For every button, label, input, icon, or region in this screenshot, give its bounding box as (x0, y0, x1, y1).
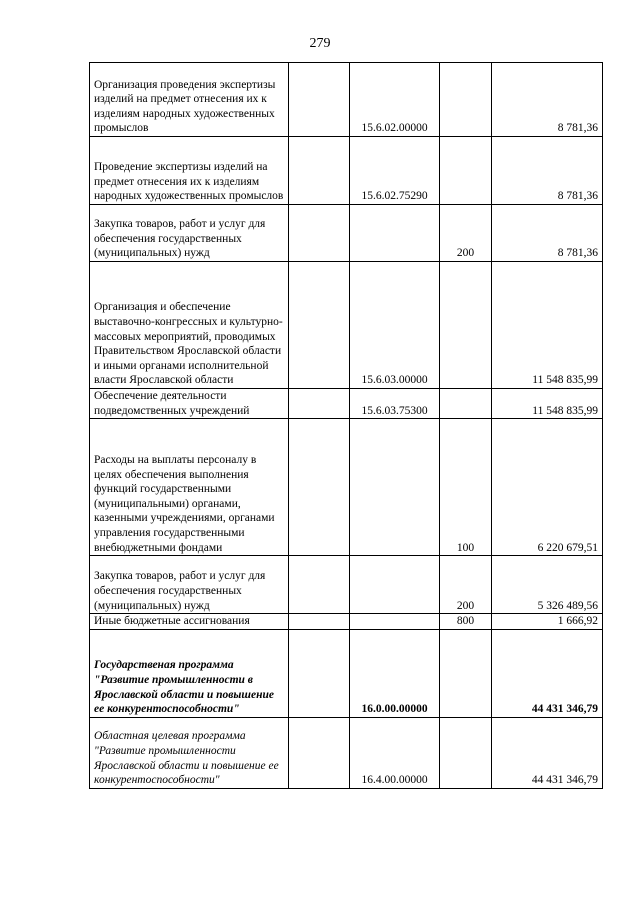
row-empty-cell (289, 556, 350, 614)
row-expense-type (440, 262, 492, 389)
row-target-code: 16.4.00.00000 (350, 717, 440, 788)
table-row (90, 614, 603, 630)
page-number: 279 (309, 36, 331, 51)
row-empty-cell (289, 205, 350, 262)
table-row (90, 205, 603, 262)
row-empty-cell (289, 262, 350, 389)
table-row (90, 63, 603, 137)
row-amount: 1 666,92 (492, 614, 603, 630)
row-amount: 44 431 346,79 (492, 717, 603, 788)
row-name: Расходы на выплаты персоналу в целях обеспечения выполнения функций государственными (муниципальными) органами, казенными учреждениями, органами управления государственными внебюджетными фондами (90, 419, 289, 556)
row-name: Организация проведения экспертизы изделий на предмет отнесения их к изделиям народных художественных промыслов (90, 63, 289, 137)
table-row (90, 419, 603, 556)
row-amount: 6 220 679,51 (492, 419, 603, 556)
row-empty-cell (289, 717, 350, 788)
row-target-code: 15.6.03.75300 (350, 389, 440, 419)
row-name: Иные бюджетные ассигнования (90, 614, 289, 630)
row-amount: 8 781,36 (492, 205, 603, 262)
table-row (90, 137, 603, 205)
row-empty-cell (289, 629, 350, 717)
row-expense-type (440, 629, 492, 717)
row-expense-type (440, 137, 492, 205)
table-row (90, 556, 603, 614)
row-empty-cell (289, 614, 350, 630)
row-amount: 44 431 346,79 (492, 629, 603, 717)
row-expense-type (440, 389, 492, 419)
row-expense-type: 200 (440, 556, 492, 614)
table-row (90, 717, 603, 788)
table-row (90, 389, 603, 419)
row-amount: 5 326 489,56 (492, 556, 603, 614)
row-expense-type: 800 (440, 614, 492, 630)
row-target-code: 15.6.02.00000 (350, 63, 440, 137)
row-expense-type (440, 717, 492, 788)
row-name: Закупка товаров, работ и услуг для обеспечения государственных (муниципальных) нужд (90, 205, 289, 262)
row-target-code (350, 556, 440, 614)
row-amount: 11 548 835,99 (492, 389, 603, 419)
row-amount: 11 548 835,99 (492, 262, 603, 389)
row-expense-type (440, 63, 492, 137)
row-name: Обеспечение деятельности подведомственных учреждений (90, 389, 289, 419)
table-row (90, 629, 603, 717)
table-row (90, 262, 603, 389)
row-amount: 8 781,36 (492, 63, 603, 137)
row-name: Проведение экспертизы изделий на предмет отнесения их к изделиям народных художественных промыслов (90, 137, 289, 205)
row-name: Закупка товаров, работ и услуг для обеспечения государственных (муниципальных) нужд (90, 556, 289, 614)
row-empty-cell (289, 63, 350, 137)
row-empty-cell (289, 137, 350, 205)
row-target-code (350, 614, 440, 630)
row-target-code: 15.6.03.00000 (350, 262, 440, 389)
row-target-code: 16.0.00.00000 (350, 629, 440, 717)
row-target-code: 15.6.02.75290 (350, 137, 440, 205)
row-name: Организация и обеспечение выставочно-конгрессных и культурно-массовых мероприятий, проводимых Правительством Ярославской области и иными органами исполнительной власти Ярославской области (90, 262, 289, 389)
row-expense-type: 100 (440, 419, 492, 556)
row-target-code (350, 419, 440, 556)
row-target-code (350, 205, 440, 262)
row-expense-type: 200 (440, 205, 492, 262)
row-empty-cell (289, 419, 350, 556)
row-empty-cell (289, 389, 350, 419)
row-name: Государственая программа "Развитие промышленности в Ярославской области и повышение ее конкурентоспособности" (90, 629, 289, 717)
row-name: Областная целевая программа "Развитие промышленности Ярославской области и повышение ее конкурентоспособности" (90, 717, 289, 788)
budget-table (89, 62, 603, 789)
row-amount: 8 781,36 (492, 137, 603, 205)
